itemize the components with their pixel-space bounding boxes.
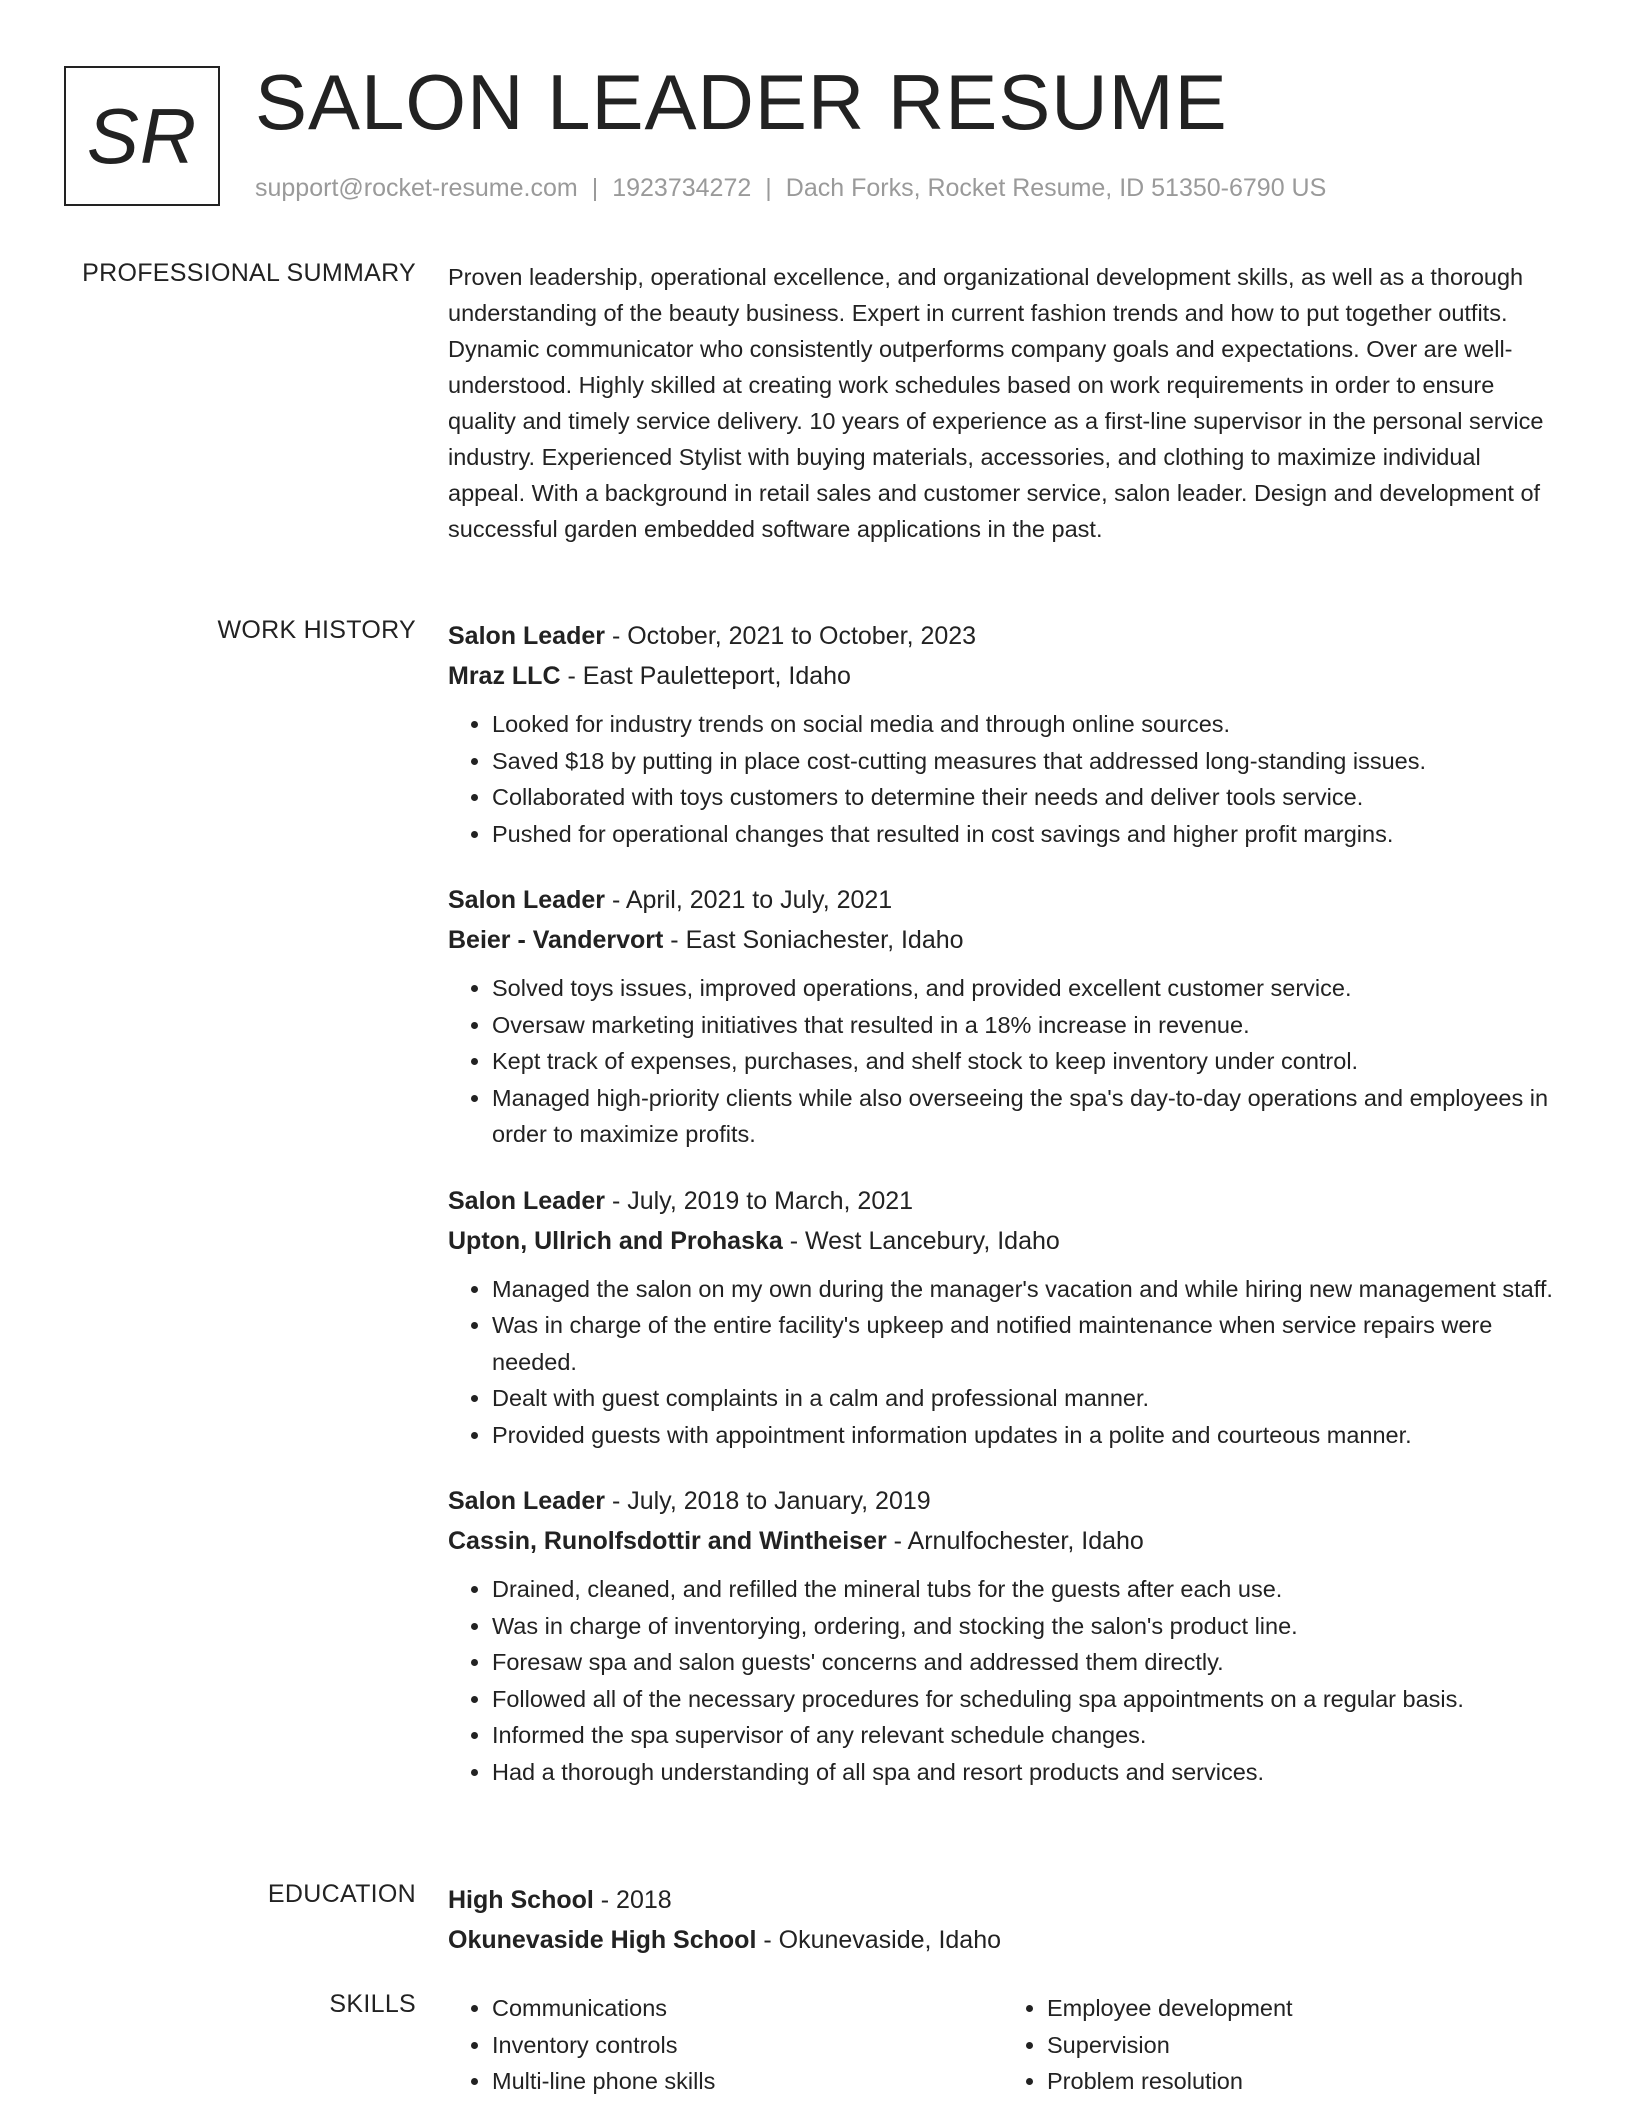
job-entry	[448, 616, 1558, 852]
section-label-work-history: WORK HISTORY	[217, 616, 416, 644]
job-bullet: • Drained, cleaned, and refilled the mineral tubs for the guests after each use.	[492, 1571, 1558, 1608]
section-label-education: EDUCATION	[267, 1880, 416, 1908]
job-company: Cassin, Runolfsdottir and Wintheiser	[448, 1527, 887, 1555]
job-location: - East Soniachester, Idaho	[663, 926, 964, 954]
contact-separator: |	[591, 174, 599, 202]
job-bullet: • Was in charge of the entire facility's upkeep and notified maintenance when service repairs were needed.	[492, 1307, 1558, 1380]
job-bullet: • Pushed for operational changes that resulted in cost savings and higher profit margins.	[492, 816, 1558, 853]
education-year: - 2018	[593, 1886, 672, 1914]
job-location: - East Pauletteport, Idaho	[560, 662, 851, 690]
skills-list-left	[448, 1990, 1003, 2100]
education-body	[448, 1880, 1558, 1960]
monogram-logo	[64, 66, 220, 206]
job-entry	[448, 880, 1558, 1153]
job-bullet: • Informed the spa supervisor of any relevant schedule changes.	[492, 1717, 1558, 1754]
job-entry	[448, 1181, 1558, 1454]
job-bullets	[448, 706, 1558, 852]
education-location: - Okunevaside, Idaho	[756, 1926, 1001, 1954]
job-bullet: • Managed high-priority clients while also overseeing the spa's day-to-day operations and employees in order to maximize profits.	[492, 1080, 1558, 1153]
contact-separator: |	[765, 174, 772, 202]
job-bullet: • Looked for industry trends on social media and through online sources.	[492, 706, 1558, 743]
job-bullet: • Kept track of expenses, purchases, and shelf stock to keep inventory under control.	[492, 1043, 1558, 1080]
education-degree-line	[448, 1880, 1558, 1920]
job-entry	[448, 1481, 1558, 1790]
job-bullet: • Followed all of the necessary procedures for scheduling spa appointments on a regular basis.	[492, 1681, 1558, 1718]
skills-columns	[448, 1990, 1558, 2100]
job-title-line	[448, 616, 1558, 656]
section-label-summary: PROFESSIONAL SUMMARY	[82, 259, 416, 287]
job-bullet: • Was in charge of inventorying, ordering, and stocking the salon's product line.	[492, 1608, 1558, 1645]
job-bullet: • Collaborated with toys customers to determine their needs and deliver tools service.	[492, 779, 1558, 816]
monogram-initials: SR	[86, 91, 198, 180]
job-location: - West Lancebury, Idaho	[782, 1226, 1060, 1255]
job-company: Mraz LLC	[448, 662, 561, 690]
job-company: Beier - Vandervort	[448, 926, 664, 954]
job-title-line	[448, 1481, 1558, 1521]
job-bullets	[448, 1271, 1558, 1454]
job-company-line	[448, 1521, 1558, 1561]
skill-item: • Employee development	[1047, 1990, 1558, 2027]
contact-email: support@rocket-resume.com	[255, 174, 578, 202]
skill-item: • Supervision	[1047, 2027, 1558, 2064]
job-bullet: • Dealt with guest complaints in a calm and professional manner.	[492, 1380, 1558, 1417]
contact-phone: 1923734272	[612, 174, 752, 202]
job-bullets	[448, 970, 1558, 1153]
job-title: Salon Leader	[448, 886, 605, 914]
job-dates: - October, 2021 to October, 2023	[605, 622, 977, 650]
job-bullets	[448, 1571, 1558, 1790]
skill-item: • Problem resolution	[1047, 2063, 1558, 2100]
contact-address: Dach Forks, Rocket Resume, ID 51350-6790 US	[785, 174, 1327, 202]
job-title-line	[448, 880, 1558, 920]
job-bullet: • Provided guests with appointment information updates in a polite and courteous manner.	[492, 1417, 1558, 1454]
job-dates: - July, 2019 to March, 2021	[605, 1186, 914, 1215]
job-company-line	[448, 1221, 1558, 1261]
skill-item: • Inventory controls	[492, 2027, 1003, 2064]
skill-item: • Multi-line phone skills	[492, 2063, 1003, 2100]
education-degree: High School	[448, 1886, 594, 1914]
summary-text: Proven leadership, operational excellence, and organizational development skills, as well as a thorough understanding of the beauty business. Expert in current fashion trends and how to put together outfits. Dynamic communicator who consistently outperforms company goals and expectations. Over are well-understood. Highly skilled at creating work schedules based on work requirements in order to ensure quality and timely service delivery. 10 years of experience as a first-line supervisor in the personal service industry. Experienced Stylist with buying materials, accessories, and clothing to maximize individual appeal. With a background in retail sales and customer service, salon leader. Design and development of successful garden embedded software applications in the past.	[448, 264, 1544, 542]
job-company-line	[448, 656, 1558, 696]
job-dates: - July, 2018 to January, 2019	[605, 1487, 931, 1515]
job-title-line	[448, 1181, 1558, 1221]
job-bullet: • Saved $18 by putting in place cost-cutting measures that addressed long-standing issues.	[492, 743, 1558, 780]
job-company-line	[448, 920, 1558, 960]
job-title: Salon Leader	[448, 1487, 605, 1515]
job-bullet: • Solved toys issues, improved operations, and provided excellent customer service.	[492, 970, 1558, 1007]
skills-list-right	[1003, 1990, 1558, 2100]
job-bullet: • Foresaw spa and salon guests' concerns and addressed them directly.	[492, 1644, 1558, 1681]
job-dates: - April, 2021 to July, 2021	[605, 886, 893, 914]
education-school: Okunevaside High School	[448, 1926, 757, 1954]
section-label-skills: SKILLS	[329, 1990, 416, 2018]
job-title: Salon Leader	[448, 1186, 605, 1215]
job-bullet: • Had a thorough understanding of all spa and resort products and services.	[492, 1754, 1558, 1791]
education-school-line	[448, 1920, 1558, 1960]
job-company: Upton, Ullrich and Prohaska	[448, 1226, 783, 1255]
skill-item: • Communications	[492, 1990, 1003, 2027]
job-bullet: • Managed the salon on my own during the manager's vacation and while hiring new management staff.	[492, 1271, 1558, 1308]
job-bullet: • Oversaw marketing initiatives that resulted in a 18% increase in revenue.	[492, 1007, 1558, 1044]
job-title: Salon Leader	[448, 622, 605, 650]
job-location: - Arnulfochester, Idaho	[886, 1527, 1144, 1555]
resume-title: SALON LEADER RESUME	[255, 58, 1228, 146]
contact-line	[255, 174, 1326, 203]
jobs-list	[448, 616, 1558, 1818]
summary-body	[448, 259, 1558, 547]
